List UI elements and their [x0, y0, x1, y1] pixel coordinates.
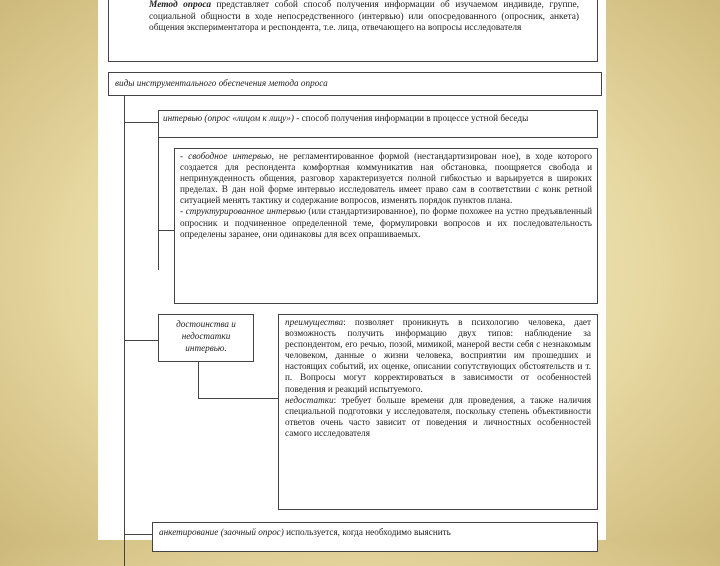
interview-text: - способ получения информации в процессе устной беседы [293, 113, 529, 123]
connector-interview [124, 122, 158, 123]
connector-spine [124, 96, 125, 566]
pros-term: преимущества [285, 317, 344, 327]
structured-interview-text: (или стандартизированное), по форме похожее на устно предъявленный опросник и подчиненное определенной теме, формулировки вопросов и их последовательность определены заранее, они одинаковы для всех опрашиваемых. [180, 206, 593, 239]
connector-pros-cons-h [198, 398, 278, 399]
structured-interview-paragraph: - структурированное интервью (или стандартизированное), по форме похожее на устно предъявленный опросник и подчиненное определенной теме, формулировки вопросов и их последовательность определены заранее, они одинаковы для всех опрашиваемых. [180, 206, 593, 239]
free-interview-text: , не регламентированное формой (нестандартизирован ное), в ходе которого создается для респондента комфортная коммуникатив ная обстановка, поощряется свобода и непринужденность общения, разговор характеризуется полной гибкостью и варьируется в широких пределах. В дан ной форме интервью исследователь имеет право сам в соответствии с конк ретной ситуацией менять тактику и содержание вопросов, изменять порядок пунктов плана. [180, 151, 592, 206]
questionnaire-text: используется, когда необходимо выяснить [283, 527, 451, 537]
method-definition-box [108, 0, 598, 62]
document-page [98, 0, 606, 540]
free-interview-term: свободное интервью [188, 151, 272, 161]
free-interview-paragraph: - свободное интервью, не регламентированное формой (нестандартизирован ное), в ходе которого создается для респондента комфортная коммуникатив ная обстановка, поощряется свобода и непринужденность общения, разговор характеризуется полной гибкостью и варьируется в широких пределах. В дан ной форме интервью исследователь имеет право сам в соответствии с конк ретной ситуацией менять тактику и содержание вопросов, изменять порядок пунктов плана. [180, 151, 592, 206]
pros-cons-label-box [158, 314, 254, 362]
connector-pros-cons-v [198, 362, 199, 398]
connector-interview-types-h [158, 230, 174, 231]
cons-paragraph [285, 395, 591, 439]
method-definition-body: представляет собой способ получения информации об изучаемом индивиде, группе, социальной общности в ходе непосредственного (интервью) или опосредованного (опросник, анкета) общения экспериментатора и респондента, т.е. лица, отвечающего на вопросы исследователя [149, 0, 579, 33]
questionnaire-term: анкетирование (заочный опрос) [159, 527, 284, 537]
method-definition-text [149, 0, 579, 35]
method-term: Метод опроса [149, 0, 212, 10]
interview-term: интервью (опрос «лицом к лицу») [163, 113, 294, 123]
interview-box [158, 110, 598, 138]
structured-interview-term: структурированное интервью [185, 206, 306, 217]
interview-types-box [174, 148, 598, 304]
pros-cons-label: достоинства и недостатки интервью. [176, 319, 236, 353]
connector-pros-cons [124, 340, 158, 341]
types-heading: виды инструментального обеспечения метода опроса [115, 78, 328, 88]
pros-paragraph [285, 317, 591, 395]
types-heading-box [108, 72, 602, 96]
pros-cons-box [278, 314, 598, 510]
questionnaire-box [152, 522, 598, 552]
connector-interview-types-v [158, 138, 159, 270]
cons-text: : требует больше времени для проведения, а также наличия специальной подготовки у исследователя, поскольку степень объективности ответов очень часто зависит от поведения и личностных особенностей самого исследователя [285, 394, 591, 438]
pros-text: : позволяет проникнуть в психологию человека, дает возможность получить информацию двух типов: наблюдение за респондентом, его речью, позой, мимикой, манерой вести себя с незнакомым человеком, данные о жизни человека, восприятии им прошедших и настоящих событий, их оценке, описании сопутствующих обстоятельств и т. п. Вопросы могут корректироваться в зависимости от особенностей поведения и реакций испытуемого. [285, 317, 591, 394]
cons-term: недостатки [285, 394, 334, 405]
